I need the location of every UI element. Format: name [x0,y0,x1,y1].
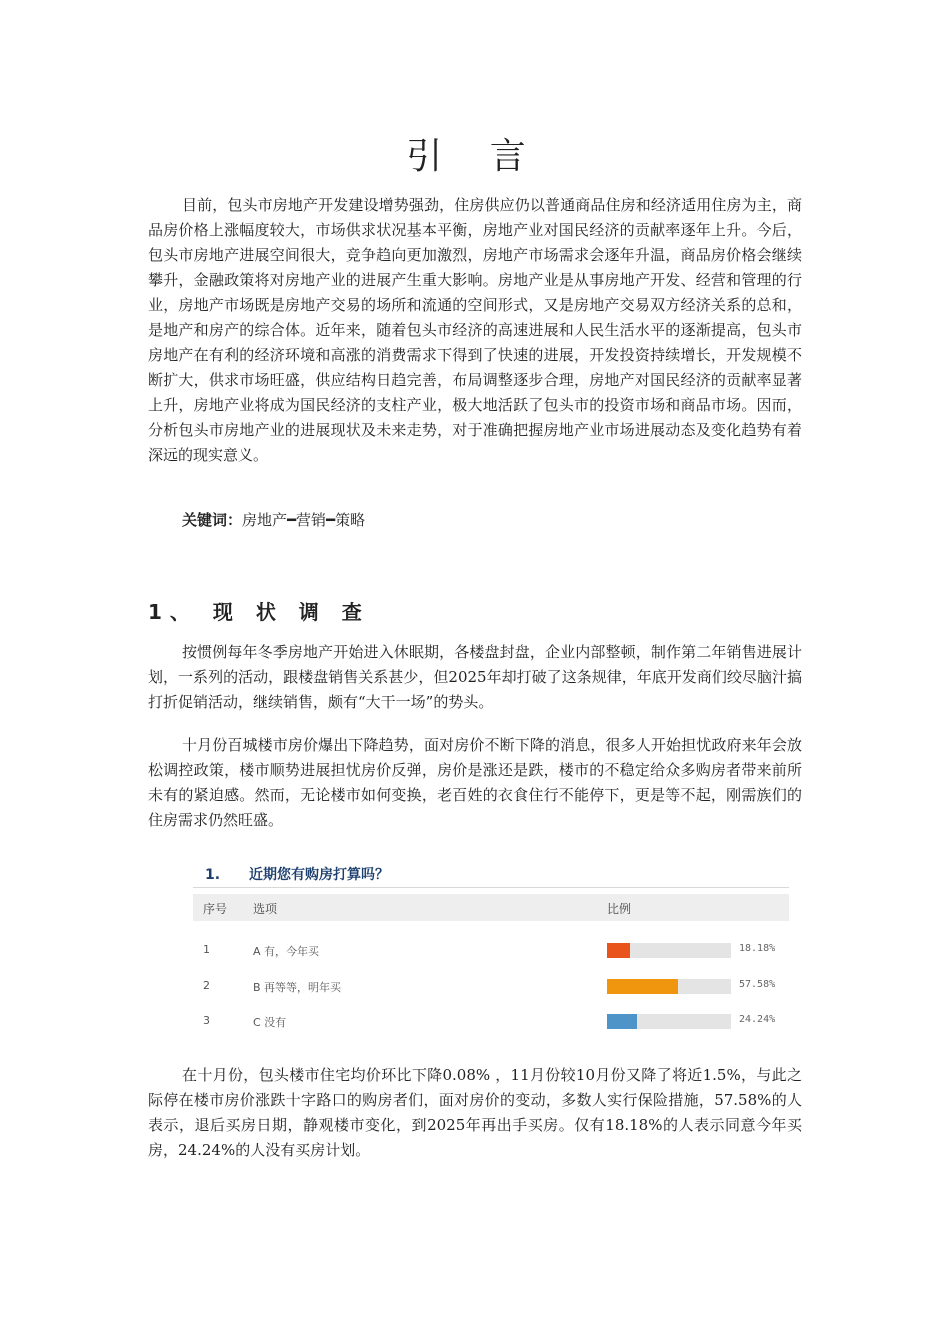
header-ratio: 比例 [607,902,632,916]
row-index: 1 [203,943,210,956]
bar-track [607,1014,731,1029]
bar-track [607,943,731,958]
header-option: 选项 [253,902,278,916]
survey-row [193,975,789,999]
row-index: 3 [203,1014,210,1027]
survey-result-figure [193,858,789,1042]
survey-title [205,864,389,884]
page-title: 引 言 [406,136,544,177]
keywords-value: 房地产━营销━策略 [242,511,366,529]
bar-fill [607,979,678,994]
intro-paragraph: 目前，包头市房地产开发建设增势强劲，住房供应仍以普通商品住房和经济适用住房为主，商品房价格上涨幅度较大，市场供求状况基本平衡，房地产业对国民经济的贡献率逐年上升。今后，包头市房地产进展空间很大，竞争趋向更加激烈，房地产市场需求会逐年升温，商品房价格会继续攀升，金融政策将对房地产业的进展产生重大影响。房地产业是从事房地产开发、经营和管理的行业，房地产市场既是房地产交易的场所和流通的空间形式，又是房地产交易双方经济关系的总和，是地产和房产的综合体。近年来，随着包头市经济的高速进展和人民生活水平的逐渐提高，包头市房地产在有利的经济环境和高涨的消费需求下得到了快速的进展，开发投资持续增长，开发规模不断扩大，供求市场旺盛，供应结构日趋完善，布局调整逐步合理，房地产对国民经济的贡献率显著上升，房地产业将成为国民经济的支柱产业，极大地活跃了包头市的投资市场和商品市场。因而，分析包头市房地产业的进展现状及未来走势，对于准确把握房地产业市场进展动态及变化趋势有着深远的现实意义。 [148,196,802,464]
row-option: B 再等等，明年买 [253,981,342,994]
body-paragraph-3: 在十月份，包头楼市住宅均价环比下降0.08% ，11月份较10月份又降了将近1.5%，与此之际停在楼市房价涨跌十字路口的购房者们，面对房价的变动，多数人实行保险措施，57.58%的人表示，退后买房日期，静观楼市变化，到2025年再出手买房。仅有18.18%的人表示同意今年买房，24.24%的人没有买房计划。 [148,1066,802,1159]
row-percent: 18.18% [739,943,776,954]
header-index: 序号 [203,902,228,916]
row-index: 2 [203,979,210,992]
body-paragraph-1: 按惯例每年冬季房地产开始进入休眠期，各楼盘封盘，企业内部整顿，制作第二年销售进展计划，一系列的活动，跟楼盘销售关系甚少，但2025年却打破了这条规律，年底开发商们绞尽脑汁搞打折促销活动，继续销售，颇有“大干一场”的势头。 [148,643,802,711]
keywords-label: 关键词： [182,511,243,529]
keywords-line [182,509,365,531]
row-percent: 24.24% [739,1014,776,1025]
section-heading: 1、 现 状 调 查 [148,600,370,624]
body-paragraph-2: 十月份百城楼市房价爆出下降趋势，面对房价不断下降的消息，很多人开始担忧政府来年会放松调控政策，楼市顺势进展担忧房价反弹，房价是涨还是跌，楼市的不稳定给众多购房者带来前所未有的紧迫感。然而，无论楼市如何变换，老百姓的衣食住行不能停下，更是等不起，刚需族们的住房需求仍然旺盛。 [148,736,802,829]
survey-row [193,1010,789,1034]
bar-fill [607,1014,637,1029]
survey-row [193,939,789,963]
row-option: A 有，今年买 [253,945,320,958]
bar-track [607,979,731,994]
survey-table-header [193,894,789,921]
row-option: C 没有 [253,1016,287,1029]
bar-fill [607,943,630,958]
survey-question: 近期您有购房打算吗？ [249,867,389,883]
survey-question-number: 1. [205,867,221,883]
divider [193,887,789,888]
row-percent: 57.58% [739,979,776,990]
